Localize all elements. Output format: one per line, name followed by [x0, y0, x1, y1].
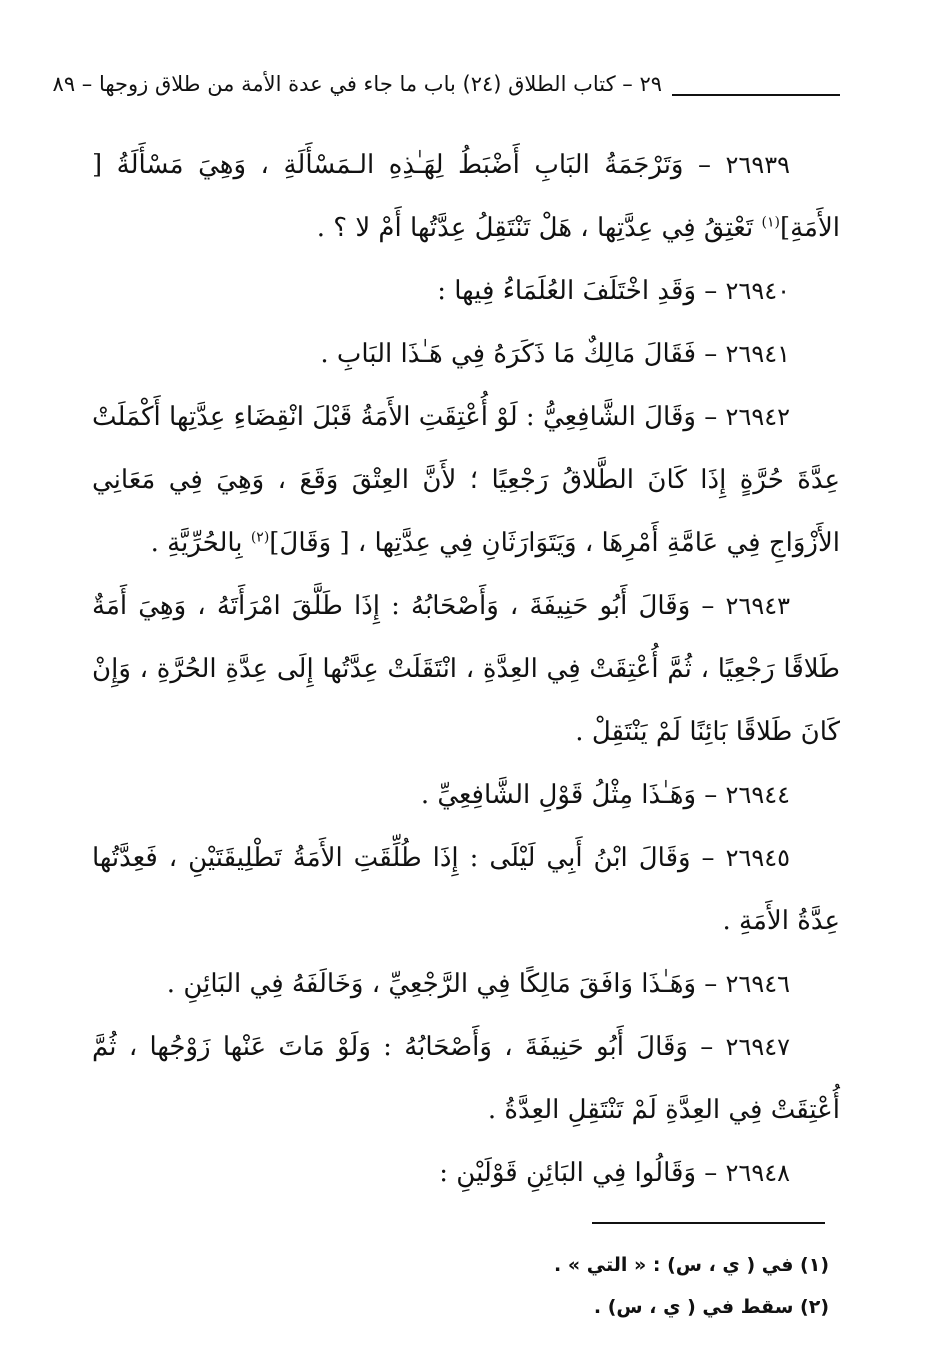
paragraph-number: ٢٦٩٤٧: [725, 1033, 790, 1061]
paragraph-26944: [92, 764, 840, 827]
paragraph-26947: [92, 1016, 840, 1142]
paragraph-26946: [92, 953, 840, 1016]
footnote-separator: [592, 1222, 825, 1224]
footnote-2: (٢) سقط في ( ي ، س) .: [593, 1296, 829, 1318]
paragraph-text: – وَقَالَ أَبُو حَنِيفَةَ ، وَأَصْحَابُهُ : وَلَوْ مَاتَ عَنْها زَوْجُها ، ثُمَّ أُعْتِقَتْ فِي العِدَّةِ لَمْ تَنْتَقِلِ العِدَّةُ .: [92, 1032, 840, 1125]
paragraph-26942: [92, 386, 840, 575]
paragraph-number: ٢٦٩٤٨: [725, 1159, 790, 1187]
paragraph-text: – وَتَرْجَمَةُ البَابِ أَضْبَطُ لِهَـٰذِهِ الـمَسْأَلَةِ ، وَهِيَ مَسْأَلَةُ [ الأَمَةِ]: [92, 150, 840, 243]
running-header: ٢٩ – كتاب الطلاق (٢٤) باب ما جاء في عدة الأمة من طلاق زوجها – ٨٩: [52, 72, 662, 96]
header-rule: [672, 94, 840, 96]
paragraph-text: – وَقَالَ ابْنُ أَبِي لَيْلَى : إِذَا طُلِّقَتِ الأَمَةُ تَطْلِيقَتَيْنِ ، فَعِدَّتُها عِدَّةُ الأَمَةِ .: [92, 843, 840, 936]
paragraph-text: – وَهَـٰذَا مِثْلُ قَوْلِ الشَّافِعِيِّ .: [420, 780, 718, 810]
paragraph-number: ٢٦٩٤٢: [725, 403, 790, 431]
paragraph-text: – فَقَالَ مَالِكٌ مَا ذَكَرَهُ فِي هَـٰذَا البَابِ .: [320, 339, 718, 369]
paragraph-number: ٢٦٩٤٤: [725, 781, 790, 809]
footnote-ref[interactable]: (١): [761, 214, 780, 231]
paragraph-26945: [92, 827, 840, 953]
paragraph-26940: [92, 260, 840, 323]
paragraph-number: ٢٦٩٤٥: [725, 844, 791, 872]
paragraph-text-cont: بِالحُرِّيَّةِ .: [150, 528, 251, 558]
paragraph-text: – وَهَـٰذَا وَافَقَ مَالِكًا فِي الرَّجْعِيِّ ، وَخَالَفَهُ فِي البَائِنِ .: [166, 969, 718, 999]
paragraph-number: ٢٦٩٣٩: [725, 151, 790, 179]
footnotes: [129, 1244, 829, 1328]
paragraph-text: – وَقَالُوا فِي البَائِنِ قَوْلَيْنِ :: [439, 1158, 718, 1188]
paragraph-26943: [92, 575, 840, 764]
paragraph-number: ٢٦٩٤٠: [725, 277, 790, 305]
footnote-1: (١) في ( ي ، س) : « التي » .: [554, 1254, 829, 1276]
paragraph-number: ٢٦٩٤١: [725, 340, 790, 368]
paragraph-text-cont: تَعْتِقُ فِي عِدَّتِها ، هَلْ تَنْتَقِلُ عِدَّتُها أَمْ لا ؟ .: [316, 213, 762, 243]
paragraph-text: – وَقَالَ أَبُو حَنِيفَةَ ، وَأَصْحَابُهُ : إِذَا طَلَّقَ امْرَأَتَهُ ، وَهِيَ أَمَةٌ طَلاقًا رَجْعِيًا ، ثُمَّ أُعْتِقَتْ فِي العِدَّةِ ، انْتَقَلَتْ عِدَّتُها إِلَى عِدَّةِ الحُرَّةِ ، وَإِنْ كَانَ طَلاقًا بَائِنًا لَمْ يَنْتَقِلْ .: [92, 591, 840, 747]
paragraph-26941: [92, 323, 840, 386]
paragraph-number: ٢٦٩٤٣: [725, 592, 790, 620]
paragraph-26939: [92, 134, 840, 260]
footnote-ref[interactable]: (٢): [250, 529, 270, 546]
page-header: [52, 72, 840, 112]
paragraph-number: ٢٦٩٤٦: [725, 970, 790, 998]
paragraph-26948: [92, 1142, 840, 1205]
paragraph-text: – وَقَدِ اخْتَلَفَ العُلَمَاءُ فِيها :: [437, 276, 718, 306]
main-text: [92, 134, 840, 1205]
paragraph-text: – وَقَالَ الشَّافِعِيُّ : لَوْ أُعْتِقَتِ الأَمَةُ قَبْلَ انْقِضَاءِ عِدَّتِها أَكْمَلَتْ عِدَّةَ حُرَّةٍ إِذَا كَانَ الطَّلاقُ رَجْعِيًا ؛ لأَنَّ العِتْقَ وَقَعَ ، وَهِيَ فِي مَعَانِي الأَزْوَاجِ فِي عَامَّةِ أَمْرِهَا ، وَيَتَوَارَثَانِ فِي عِدَّتِها ، [ وَقَالَ]: [92, 402, 840, 558]
